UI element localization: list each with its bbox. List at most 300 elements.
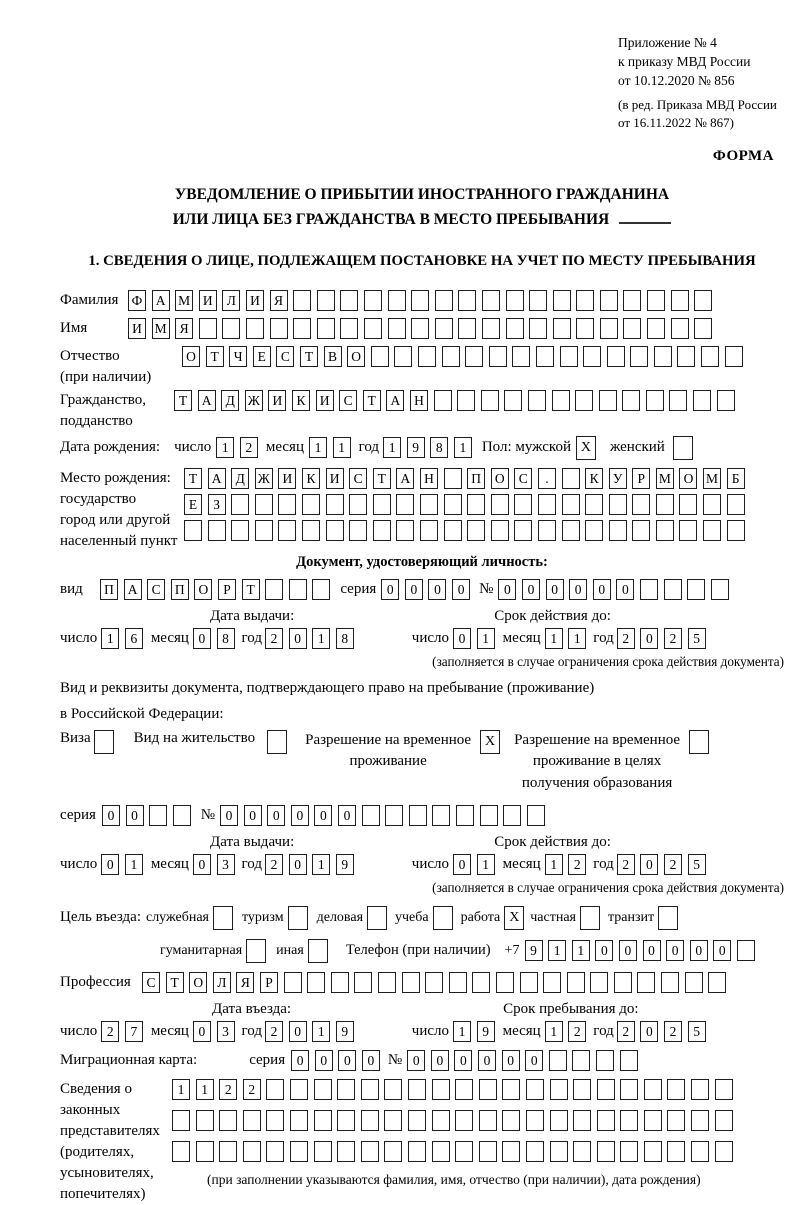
char-cell[interactable]: [266, 1110, 284, 1131]
char-cell[interactable]: [290, 1110, 308, 1131]
char-cell[interactable]: [671, 318, 689, 339]
char-cell[interactable]: [219, 1141, 237, 1162]
char-cell[interactable]: [388, 318, 406, 339]
checkbox-cell[interactable]: X: [504, 906, 524, 930]
char-cell[interactable]: [266, 1079, 284, 1100]
char-cell[interactable]: [302, 520, 320, 541]
char-cell[interactable]: 8: [336, 628, 354, 649]
char-cell[interactable]: [444, 520, 462, 541]
char-cell[interactable]: [496, 972, 514, 993]
char-cell[interactable]: И: [246, 290, 264, 311]
char-cell[interactable]: [562, 468, 580, 489]
char-cell[interactable]: [317, 318, 335, 339]
char-cell[interactable]: [479, 1079, 497, 1100]
char-cell[interactable]: С: [276, 346, 294, 367]
char-cell[interactable]: Ч: [229, 346, 247, 367]
char-cell[interactable]: [408, 1141, 426, 1162]
char-cell[interactable]: Р: [632, 468, 650, 489]
char-cell[interactable]: [562, 520, 580, 541]
char-cell[interactable]: [585, 494, 603, 515]
char-cell[interactable]: [646, 390, 664, 411]
char-cell[interactable]: [384, 1141, 402, 1162]
char-cell[interactable]: [661, 972, 679, 993]
char-cell[interactable]: [677, 346, 695, 367]
char-cell[interactable]: Н: [410, 390, 428, 411]
char-cell[interactable]: [340, 290, 358, 311]
char-cell[interactable]: [265, 579, 283, 600]
char-cell[interactable]: [364, 290, 382, 311]
char-cell[interactable]: [502, 1079, 520, 1100]
char-cell[interactable]: Д: [231, 468, 249, 489]
char-cell[interactable]: [384, 1110, 402, 1131]
char-cell[interactable]: [572, 1050, 590, 1071]
char-cell[interactable]: [489, 346, 507, 367]
char-cell[interactable]: Б: [727, 468, 745, 489]
char-cell[interactable]: [455, 1141, 473, 1162]
char-cell[interactable]: 0: [640, 628, 658, 649]
char-cell[interactable]: [420, 520, 438, 541]
char-cell[interactable]: 1: [545, 854, 563, 875]
char-cell[interactable]: [526, 1141, 544, 1162]
char-cell[interactable]: 0: [102, 805, 120, 826]
char-cell[interactable]: [385, 805, 403, 826]
char-cell[interactable]: С: [514, 468, 532, 489]
char-cell[interactable]: [514, 494, 532, 515]
char-cell[interactable]: 0: [193, 854, 211, 875]
char-cell[interactable]: [715, 1141, 733, 1162]
char-cell[interactable]: [149, 805, 167, 826]
char-cell[interactable]: [420, 494, 438, 515]
char-cell[interactable]: 2: [617, 1021, 635, 1042]
char-cell[interactable]: П: [171, 579, 189, 600]
char-cell[interactable]: [502, 1110, 520, 1131]
char-cell[interactable]: [479, 1141, 497, 1162]
char-cell[interactable]: 2: [617, 854, 635, 875]
char-cell[interactable]: [671, 290, 689, 311]
char-cell[interactable]: 1: [454, 437, 472, 458]
char-cell[interactable]: Т: [242, 579, 260, 600]
checkbox-cell[interactable]: [308, 939, 328, 963]
char-cell[interactable]: [708, 972, 726, 993]
char-cell[interactable]: [458, 290, 476, 311]
char-cell[interactable]: [290, 1079, 308, 1100]
char-cell[interactable]: [243, 1110, 261, 1131]
checkbox-cell[interactable]: X: [576, 436, 596, 460]
char-cell[interactable]: [562, 494, 580, 515]
char-cell[interactable]: [293, 290, 311, 311]
char-cell[interactable]: [444, 468, 462, 489]
char-cell[interactable]: [255, 520, 273, 541]
char-cell[interactable]: А: [124, 579, 142, 600]
char-cell[interactable]: [691, 1079, 709, 1100]
char-cell[interactable]: 2: [219, 1079, 237, 1100]
char-cell[interactable]: [715, 1079, 733, 1100]
char-cell[interactable]: [243, 1141, 261, 1162]
char-cell[interactable]: 1: [453, 1021, 471, 1042]
char-cell[interactable]: 0: [619, 940, 637, 961]
checkbox-cell[interactable]: [433, 906, 453, 930]
char-cell[interactable]: [479, 1110, 497, 1131]
char-cell[interactable]: [482, 318, 500, 339]
char-cell[interactable]: 0: [220, 805, 238, 826]
char-cell[interactable]: [231, 494, 249, 515]
char-cell[interactable]: 0: [595, 940, 613, 961]
char-cell[interactable]: [725, 346, 743, 367]
char-cell[interactable]: [600, 318, 618, 339]
char-cell[interactable]: 1: [312, 628, 330, 649]
char-cell[interactable]: З: [208, 494, 226, 515]
char-cell[interactable]: 0: [289, 854, 307, 875]
char-cell[interactable]: [560, 346, 578, 367]
char-cell[interactable]: [607, 346, 625, 367]
char-cell[interactable]: 1: [312, 1021, 330, 1042]
char-cell[interactable]: [326, 494, 344, 515]
char-cell[interactable]: 0: [338, 805, 356, 826]
char-cell[interactable]: [388, 290, 406, 311]
char-cell[interactable]: 3: [217, 1021, 235, 1042]
char-cell[interactable]: Т: [166, 972, 184, 993]
char-cell[interactable]: [455, 1079, 473, 1100]
char-cell[interactable]: [337, 1079, 355, 1100]
char-cell[interactable]: 0: [502, 1050, 520, 1071]
char-cell[interactable]: 0: [690, 940, 708, 961]
char-cell[interactable]: Л: [213, 972, 231, 993]
char-cell[interactable]: [172, 1110, 190, 1131]
char-cell[interactable]: А: [396, 468, 414, 489]
char-cell[interactable]: [312, 579, 330, 600]
char-cell[interactable]: [284, 972, 302, 993]
char-cell[interactable]: 2: [265, 628, 283, 649]
char-cell[interactable]: [647, 318, 665, 339]
char-cell[interactable]: [402, 972, 420, 993]
char-cell[interactable]: [337, 1141, 355, 1162]
char-cell[interactable]: 0: [362, 1050, 380, 1071]
char-cell[interactable]: О: [347, 346, 365, 367]
char-cell[interactable]: [362, 805, 380, 826]
char-cell[interactable]: [506, 318, 524, 339]
char-cell[interactable]: 1: [568, 628, 586, 649]
char-cell[interactable]: Е: [253, 346, 271, 367]
char-cell[interactable]: О: [679, 468, 697, 489]
char-cell[interactable]: 1: [545, 628, 563, 649]
char-cell[interactable]: [575, 390, 593, 411]
char-cell[interactable]: 9: [336, 1021, 354, 1042]
char-cell[interactable]: [432, 805, 450, 826]
char-cell[interactable]: 0: [640, 1021, 658, 1042]
char-cell[interactable]: 2: [265, 1021, 283, 1042]
char-cell[interactable]: [543, 972, 561, 993]
char-cell[interactable]: 1: [172, 1079, 190, 1100]
char-cell[interactable]: Д: [221, 390, 239, 411]
char-cell[interactable]: [576, 318, 594, 339]
char-cell[interactable]: [609, 520, 627, 541]
char-cell[interactable]: 9: [477, 1021, 495, 1042]
char-cell[interactable]: [552, 390, 570, 411]
char-cell[interactable]: [520, 972, 538, 993]
char-cell[interactable]: О: [194, 579, 212, 600]
char-cell[interactable]: [553, 290, 571, 311]
char-cell[interactable]: 1: [309, 437, 327, 458]
char-cell[interactable]: [302, 494, 320, 515]
checkbox-cell[interactable]: [580, 906, 600, 930]
char-cell[interactable]: К: [585, 468, 603, 489]
char-cell[interactable]: [667, 1110, 685, 1131]
char-cell[interactable]: 0: [525, 1050, 543, 1071]
char-cell[interactable]: [597, 1110, 615, 1131]
char-cell[interactable]: [361, 1079, 379, 1100]
char-cell[interactable]: [317, 290, 335, 311]
char-cell[interactable]: 1: [312, 854, 330, 875]
char-cell[interactable]: 0: [193, 628, 211, 649]
char-cell[interactable]: С: [339, 390, 357, 411]
char-cell[interactable]: [373, 494, 391, 515]
char-cell[interactable]: [600, 290, 618, 311]
char-cell[interactable]: Е: [184, 494, 202, 515]
char-cell[interactable]: 1: [548, 940, 566, 961]
char-cell[interactable]: 2: [568, 1021, 586, 1042]
char-cell[interactable]: [528, 390, 546, 411]
char-cell[interactable]: [394, 346, 412, 367]
char-cell[interactable]: Я: [236, 972, 254, 993]
char-cell[interactable]: [270, 318, 288, 339]
char-cell[interactable]: 0: [291, 805, 309, 826]
char-cell[interactable]: [349, 520, 367, 541]
char-cell[interactable]: [481, 390, 499, 411]
char-cell[interactable]: [664, 579, 682, 600]
char-cell[interactable]: [647, 290, 665, 311]
char-cell[interactable]: [573, 1110, 591, 1131]
char-cell[interactable]: 1: [572, 940, 590, 961]
char-cell[interactable]: [691, 1110, 709, 1131]
char-cell[interactable]: [526, 1079, 544, 1100]
char-cell[interactable]: [644, 1141, 662, 1162]
char-cell[interactable]: Т: [184, 468, 202, 489]
char-cell[interactable]: [656, 520, 674, 541]
char-cell[interactable]: Ж: [245, 390, 263, 411]
char-cell[interactable]: 3: [217, 854, 235, 875]
char-cell[interactable]: [620, 1050, 638, 1071]
char-cell[interactable]: И: [316, 390, 334, 411]
char-cell[interactable]: [512, 346, 530, 367]
char-cell[interactable]: [349, 494, 367, 515]
char-cell[interactable]: [553, 318, 571, 339]
char-cell[interactable]: [199, 318, 217, 339]
char-cell[interactable]: [293, 318, 311, 339]
char-cell[interactable]: 9: [525, 940, 543, 961]
char-cell[interactable]: 0: [640, 854, 658, 875]
char-cell[interactable]: Т: [174, 390, 192, 411]
char-cell[interactable]: [411, 290, 429, 311]
char-cell[interactable]: С: [147, 579, 165, 600]
char-cell[interactable]: 1: [101, 628, 119, 649]
char-cell[interactable]: 2: [240, 437, 258, 458]
char-cell[interactable]: [173, 805, 191, 826]
char-cell[interactable]: [314, 1110, 332, 1131]
char-cell[interactable]: 0: [643, 940, 661, 961]
char-cell[interactable]: 2: [265, 854, 283, 875]
char-cell[interactable]: 9: [407, 437, 425, 458]
char-cell[interactable]: [371, 346, 389, 367]
char-cell[interactable]: 0: [193, 1021, 211, 1042]
char-cell[interactable]: [396, 520, 414, 541]
char-cell[interactable]: М: [152, 318, 170, 339]
char-cell[interactable]: [432, 1141, 450, 1162]
char-cell[interactable]: 0: [593, 579, 611, 600]
char-cell[interactable]: М: [175, 290, 193, 311]
char-cell[interactable]: П: [467, 468, 485, 489]
char-cell[interactable]: [378, 972, 396, 993]
char-cell[interactable]: [599, 390, 617, 411]
char-cell[interactable]: [418, 346, 436, 367]
char-cell[interactable]: [196, 1110, 214, 1131]
char-cell[interactable]: [506, 290, 524, 311]
char-cell[interactable]: [458, 318, 476, 339]
char-cell[interactable]: [527, 805, 545, 826]
char-cell[interactable]: 0: [101, 854, 119, 875]
char-cell[interactable]: [504, 390, 522, 411]
char-cell[interactable]: [691, 1141, 709, 1162]
char-cell[interactable]: [567, 972, 585, 993]
char-cell[interactable]: 2: [664, 1021, 682, 1042]
char-cell[interactable]: [384, 1079, 402, 1100]
char-cell[interactable]: 5: [688, 1021, 706, 1042]
char-cell[interactable]: Ж: [255, 468, 273, 489]
char-cell[interactable]: [632, 494, 650, 515]
char-cell[interactable]: [620, 1079, 638, 1100]
char-cell[interactable]: И: [128, 318, 146, 339]
char-cell[interactable]: [231, 520, 249, 541]
char-cell[interactable]: 0: [381, 579, 399, 600]
char-cell[interactable]: К: [302, 468, 320, 489]
char-cell[interactable]: [373, 520, 391, 541]
char-cell[interactable]: 0: [244, 805, 262, 826]
char-cell[interactable]: 0: [522, 579, 540, 600]
char-cell[interactable]: О: [491, 468, 509, 489]
char-cell[interactable]: 0: [454, 1050, 472, 1071]
char-cell[interactable]: [685, 972, 703, 993]
char-cell[interactable]: 2: [243, 1079, 261, 1100]
char-cell[interactable]: А: [152, 290, 170, 311]
char-cell[interactable]: [640, 579, 658, 600]
char-cell[interactable]: И: [199, 290, 217, 311]
checkbox-cell[interactable]: X: [480, 730, 500, 754]
char-cell[interactable]: 0: [291, 1050, 309, 1071]
char-cell[interactable]: Т: [373, 468, 391, 489]
char-cell[interactable]: [491, 494, 509, 515]
char-cell[interactable]: В: [324, 346, 342, 367]
char-cell[interactable]: [307, 972, 325, 993]
char-cell[interactable]: О: [182, 346, 200, 367]
char-cell[interactable]: [408, 1110, 426, 1131]
char-cell[interactable]: [514, 520, 532, 541]
char-cell[interactable]: [573, 1079, 591, 1100]
char-cell[interactable]: [715, 1110, 733, 1131]
char-cell[interactable]: [536, 346, 554, 367]
char-cell[interactable]: [667, 1141, 685, 1162]
char-cell[interactable]: 0: [666, 940, 684, 961]
char-cell[interactable]: 0: [453, 628, 471, 649]
char-cell[interactable]: [623, 318, 641, 339]
char-cell[interactable]: [550, 1141, 568, 1162]
char-cell[interactable]: [444, 494, 462, 515]
char-cell[interactable]: [409, 805, 427, 826]
char-cell[interactable]: [425, 972, 443, 993]
char-cell[interactable]: [482, 290, 500, 311]
char-cell[interactable]: 6: [125, 628, 143, 649]
char-cell[interactable]: 2: [101, 1021, 119, 1042]
char-cell[interactable]: [623, 290, 641, 311]
char-cell[interactable]: [727, 520, 745, 541]
char-cell[interactable]: [337, 1110, 355, 1131]
char-cell[interactable]: [711, 579, 729, 600]
checkbox-cell[interactable]: [288, 906, 308, 930]
char-cell[interactable]: А: [386, 390, 404, 411]
char-cell[interactable]: [609, 494, 627, 515]
checkbox-cell[interactable]: [658, 906, 678, 930]
char-cell[interactable]: 0: [407, 1050, 425, 1071]
checkbox-cell[interactable]: [673, 436, 693, 460]
char-cell[interactable]: 2: [664, 628, 682, 649]
char-cell[interactable]: [196, 1141, 214, 1162]
char-cell[interactable]: [455, 1110, 473, 1131]
char-cell[interactable]: Я: [270, 290, 288, 311]
char-cell[interactable]: [432, 1110, 450, 1131]
char-cell[interactable]: [687, 579, 705, 600]
char-cell[interactable]: [208, 520, 226, 541]
char-cell[interactable]: 1: [125, 854, 143, 875]
char-cell[interactable]: 0: [289, 628, 307, 649]
char-cell[interactable]: [278, 520, 296, 541]
char-cell[interactable]: [703, 520, 721, 541]
char-cell[interactable]: 0: [713, 940, 731, 961]
char-cell[interactable]: 0: [126, 805, 144, 826]
char-cell[interactable]: Т: [363, 390, 381, 411]
char-cell[interactable]: Р: [218, 579, 236, 600]
char-cell[interactable]: 1: [477, 854, 495, 875]
char-cell[interactable]: [549, 1050, 567, 1071]
char-cell[interactable]: [314, 1141, 332, 1162]
char-cell[interactable]: [693, 390, 711, 411]
char-cell[interactable]: [289, 579, 307, 600]
char-cell[interactable]: [669, 390, 687, 411]
char-cell[interactable]: [632, 520, 650, 541]
char-cell[interactable]: [361, 1141, 379, 1162]
char-cell[interactable]: [449, 972, 467, 993]
char-cell[interactable]: 1: [333, 437, 351, 458]
char-cell[interactable]: Н: [420, 468, 438, 489]
checkbox-cell[interactable]: [246, 939, 266, 963]
char-cell[interactable]: [314, 1079, 332, 1100]
char-cell[interactable]: [456, 805, 474, 826]
char-cell[interactable]: У: [609, 468, 627, 489]
char-cell[interactable]: [694, 290, 712, 311]
char-cell[interactable]: [290, 1141, 308, 1162]
char-cell[interactable]: [503, 805, 521, 826]
char-cell[interactable]: [361, 1110, 379, 1131]
char-cell[interactable]: [597, 1079, 615, 1100]
checkbox-cell[interactable]: [267, 730, 287, 754]
char-cell[interactable]: [472, 972, 490, 993]
char-cell[interactable]: [435, 318, 453, 339]
char-cell[interactable]: Р: [260, 972, 278, 993]
char-cell[interactable]: 1: [383, 437, 401, 458]
char-cell[interactable]: П: [100, 579, 118, 600]
char-cell[interactable]: Ф: [128, 290, 146, 311]
char-cell[interactable]: [597, 1141, 615, 1162]
char-cell[interactable]: [637, 972, 655, 993]
char-cell[interactable]: .: [538, 468, 556, 489]
char-cell[interactable]: [644, 1079, 662, 1100]
